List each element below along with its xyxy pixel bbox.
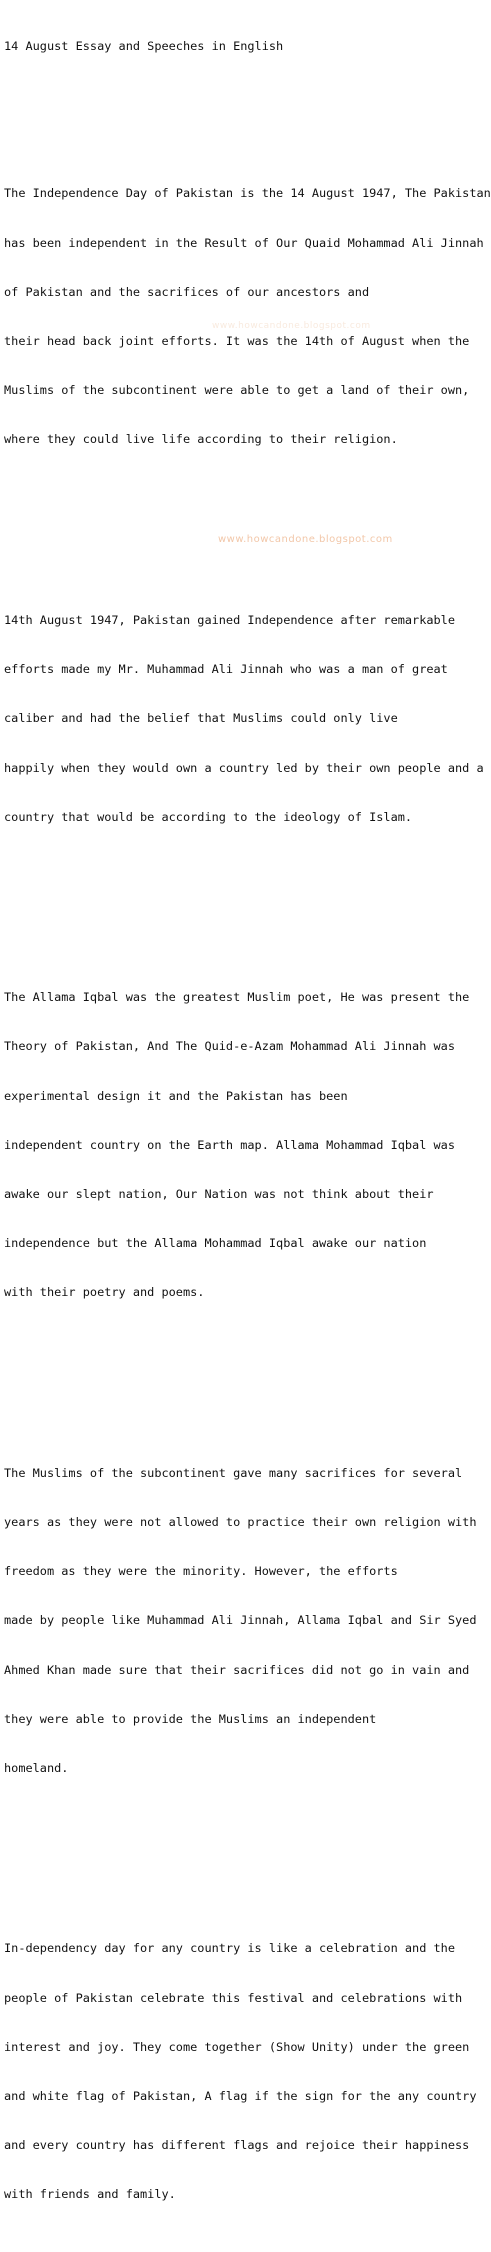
paragraph-line: where they could live life according to their religion.: [4, 432, 398, 447]
paragraph-line: of Pakistan and the sacrifices of our ancestors and: [4, 284, 370, 299]
paragraph-line: and every country has different flags and rejoice their happiness: [4, 2138, 470, 2153]
paragraph-line: they were able to provide the Muslims an independent: [4, 1711, 377, 1726]
watermark-text: www.howcandone.blogspot.com: [212, 321, 371, 331]
paragraph-line: years as they were not allowed to practice their own religion with: [4, 1515, 477, 1529]
paragraph-line: independent country on the Earth map. Allama Mohammad Iqbal was: [4, 1137, 456, 1152]
paragraph-2: [4, 579, 484, 858]
paragraph-line: made by people like Muhammad Ali Jinnah, Allama Iqbal and Sir Syed: [4, 1613, 477, 1628]
paragraph-line: caliber and had the belief that Muslims could only live: [4, 711, 398, 726]
paragraph-spacer: [4, 513, 474, 529]
paragraph-spacer: [4, 1366, 474, 1382]
paragraph-line: The Muslims of the subcontinent gave many sacrifices for several: [4, 1465, 463, 1480]
paragraph-line: The Independence Day of Pakistan is the 14 August 1947, The Pakistan: [4, 186, 491, 201]
paragraph-line: awake our slept nation, Our Nation was not think about their: [4, 1186, 434, 1201]
paragraph-1: [4, 153, 491, 481]
paragraph-line: has been independent in the Result of Our Quaid Mohammad Ali Jinnah: [4, 235, 484, 250]
paragraph-line: In-dependency day for any country is like a celebration and the: [4, 1941, 456, 1956]
paragraph-spacer: [4, 1842, 474, 1858]
paragraph-line: country that would be according to the ideology of Islam.: [4, 809, 413, 824]
paragraph-line: homeland.: [4, 1761, 69, 1776]
paragraph-4: [4, 1432, 477, 1809]
paragraph-line: and white flag of Pakistan, A flag if the sign for the any country: [4, 2089, 477, 2104]
paragraph-line: Theory of Pakistan, And The Quid-e-Azam Mohammad Ali Jinnah was: [4, 1039, 456, 1054]
paragraph-line: The Allama Iqbal was the greatest Muslim poet, He was present the: [4, 990, 470, 1005]
paragraph-line: with friends and family.: [4, 2187, 176, 2202]
essay-document: [4, 5, 491, 2252]
paragraph-line: experimental design it and the Pakistan has been: [4, 1088, 348, 1103]
paragraph-line: freedom as they were the minority. However, the efforts: [4, 1564, 398, 1579]
paragraph-spacer: [4, 891, 474, 907]
paragraph-line: independence but the Allama Mohammad Iqbal awake our nation: [4, 1236, 427, 1251]
paragraph-line: people of Pakistan celebrate this festival and celebrations with: [4, 1990, 463, 2005]
document-title: 14 August Essay and Speeches in English: [4, 38, 284, 53]
watermark-text: www.howcandone.blogspot.com: [218, 534, 393, 545]
paragraph-line: happily when they would own a country led by their own people and a: [4, 760, 484, 775]
paragraph-line: 14th August 1947, Pakistan gained Independence after remarkable: [4, 612, 456, 627]
paragraph-line: their head back joint efforts. It was the 14th of August when the: [4, 334, 470, 349]
paragraph-line: interest and joy. They come together (Show Unity) under the green: [4, 2039, 470, 2054]
paragraph-line: efforts made my Mr. Muhammad Ali Jinnah who was a man of great: [4, 662, 448, 677]
paragraph-line: with their poetry and poems.: [4, 1285, 205, 1300]
paragraph-5: [4, 1908, 477, 2236]
paragraph-line: Muslims of the subcontinent were able to get a land of their own,: [4, 383, 470, 398]
paragraph-3: [4, 956, 474, 1333]
paragraph-line: Ahmed Khan made sure that their sacrifices did not go in vain and: [4, 1662, 470, 1677]
paragraph-spacer: [4, 87, 474, 103]
